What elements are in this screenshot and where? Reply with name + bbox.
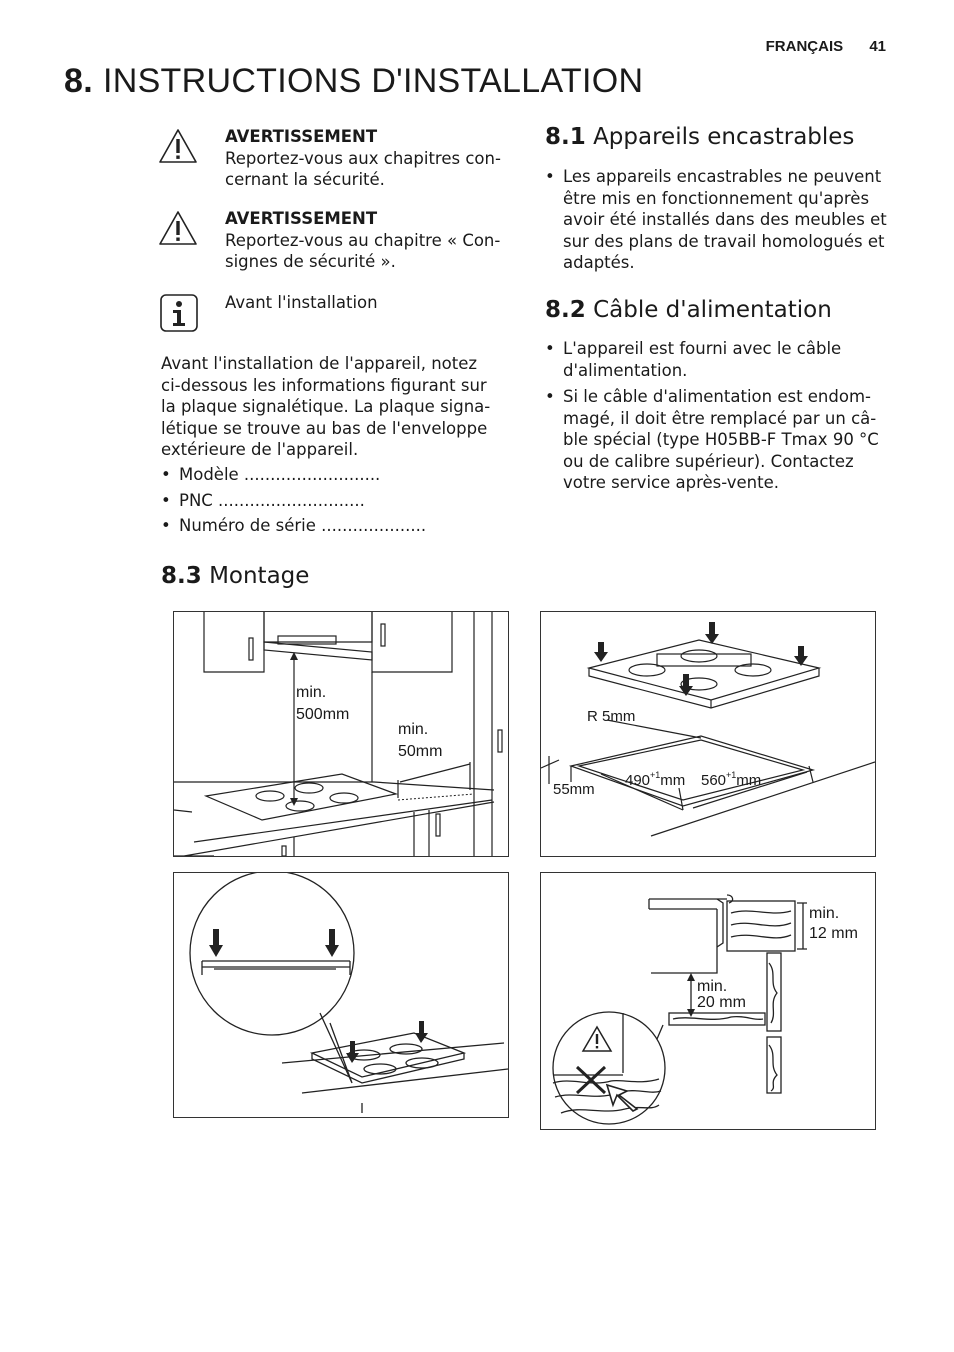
fig1-label-line: min.	[398, 721, 429, 738]
warning-text-line: Reportez-vous aux chapitres con-	[225, 148, 501, 168]
warning-title: AVERTISSEMENT	[225, 127, 378, 146]
cross-icon	[577, 1067, 605, 1093]
warning-triangle-icon	[158, 128, 198, 168]
intro-paragraph	[161, 353, 521, 461]
arrow-icon	[607, 1085, 637, 1111]
section-heading-8-1	[545, 124, 854, 150]
section-number: 8.1	[545, 124, 586, 150]
fig1-label-line: 50mm	[398, 743, 443, 760]
fig4-label-line: min.	[809, 905, 840, 922]
text-line: • Si le câble d'alimentation est endom-	[563, 387, 871, 406]
page-header	[744, 38, 886, 55]
fig2-width-b-label: $560^{+1}mm$	[701, 770, 762, 789]
info-text: Avant l'installation	[225, 293, 378, 312]
text-line: sur des plans de travail homologués et	[563, 231, 885, 251]
section-title: Appareils encastrables	[593, 124, 855, 150]
figure-seal-detail	[173, 872, 509, 1118]
fig2-depth-label: 55mm	[553, 781, 595, 798]
chapter-number: 8.	[64, 62, 93, 100]
list-item: • Modèle ..........................	[161, 464, 521, 486]
list-item	[545, 166, 905, 274]
section-title: Montage	[209, 563, 310, 589]
fig1-label-line: min.	[296, 684, 327, 701]
warning-triangle-icon	[158, 210, 198, 250]
fig2-radius-label: R 5mm	[587, 708, 636, 725]
fig4-label-line: min.	[697, 978, 728, 995]
text-line: ou de calibre supérieur). Contactez	[563, 451, 854, 471]
warning-text-line: signes de sécurité ».	[225, 252, 396, 271]
section-title: Câble d'alimentation	[593, 297, 832, 323]
figure-cutout-dimensions	[540, 611, 876, 857]
text-line: ble spécial (type H05BB-F Tmax 90 °C	[563, 430, 879, 449]
header-language: FRANÇAIS	[765, 38, 844, 55]
section-number: 8.2	[545, 297, 586, 323]
fig4-label-line: 12 mm	[809, 925, 858, 942]
intro-line: létique se trouve au bas de l'enveloppe	[161, 418, 488, 438]
text-line: magé, il doit être remplacé par un câ-	[563, 408, 877, 428]
warning-text-line: cernant la sécurité.	[225, 170, 385, 189]
warning-triangle-icon	[583, 1027, 611, 1051]
fig1-label-line: 500mm	[296, 706, 350, 723]
warning-block-1	[225, 126, 525, 191]
text-line: être mis en fonctionnement qu'après	[563, 188, 870, 208]
info-icon	[160, 294, 198, 336]
figure-side-clearance	[540, 872, 876, 1130]
intro-line: la plaque signalétique. La plaque signa-	[161, 397, 491, 416]
section-heading-8-3	[161, 563, 309, 589]
intro-line: extérieure de l'appareil.	[161, 440, 359, 459]
fig2-width-a-label: $490^{+1}mm$	[625, 770, 686, 789]
page-number: 41	[869, 38, 886, 55]
rating-plate-list	[161, 464, 521, 537]
figure-kitchen-clearance	[173, 611, 509, 857]
section-8-1-list	[545, 166, 905, 274]
text-line: adaptés.	[563, 253, 635, 272]
list-item: • Numéro de série ....................	[161, 515, 521, 537]
list-item	[545, 386, 905, 494]
section-number: 8.3	[161, 563, 202, 589]
intro-line: ci-dessous les informations figurant sur	[161, 375, 487, 395]
text-line: • L'appareil est fourni avec le câble	[563, 339, 842, 358]
text-line: votre service après-vente.	[563, 473, 779, 492]
warning-block-2	[225, 208, 525, 273]
list-item	[545, 338, 905, 381]
text-line: d'alimentation.	[563, 360, 688, 380]
section-heading-8-2	[545, 297, 832, 323]
intro-line: Avant l'installation de l'appareil, notez	[161, 354, 478, 373]
text-line: • Les appareils encastrables ne peuvent	[563, 167, 882, 186]
chapter-title-text: INSTRUCTIONS D'INSTALLATION	[102, 62, 644, 100]
section-8-2-list	[545, 338, 905, 494]
warning-title: AVERTISSEMENT	[225, 209, 378, 228]
text-line: avoir été installés dans des meubles et	[563, 210, 887, 229]
list-item: • PNC ............................	[161, 490, 521, 512]
warning-text-line: Reportez-vous au chapitre « Con-	[225, 230, 501, 250]
fig4-label-line: 20 mm	[697, 994, 746, 1011]
chapter-title	[64, 62, 643, 101]
